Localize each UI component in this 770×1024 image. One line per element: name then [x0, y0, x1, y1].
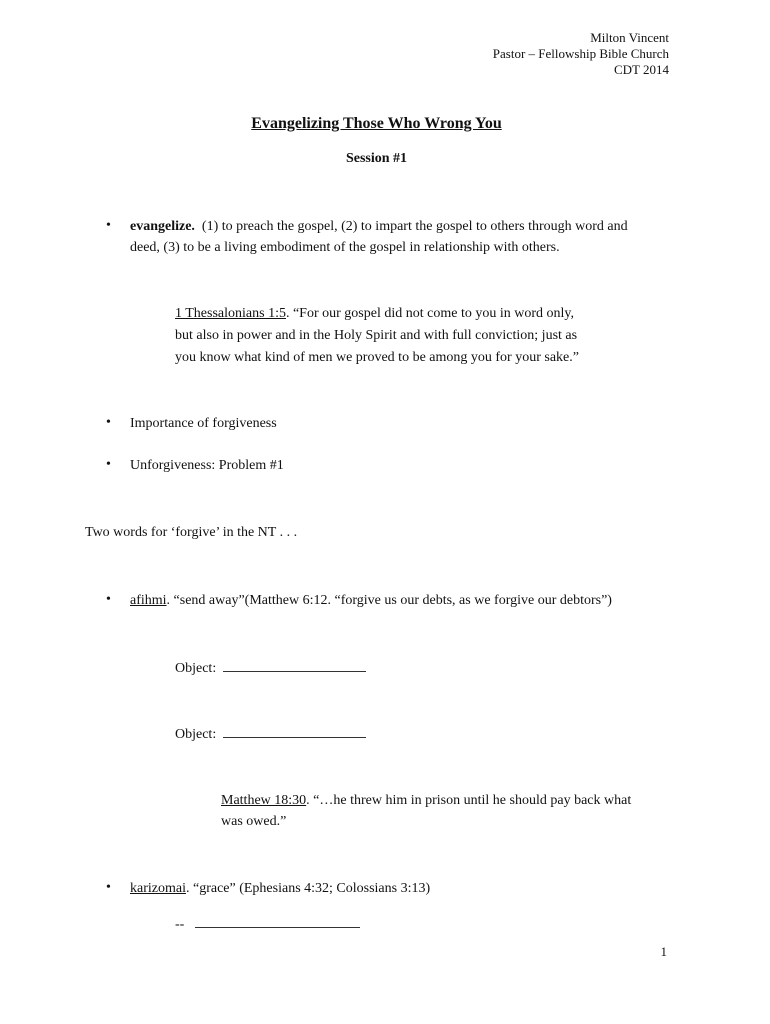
afihmi-text: . “send away”(Matthew 6:12. “forgive us our debts, as we forgive our debtors”): [166, 593, 612, 608]
thess-text-2: but also in power and in the Holy Spirit and with full conviction; just as: [175, 328, 578, 343]
matt-quote-line1: [221, 792, 631, 810]
evangelize-def-2: deed, (3) to be a living embodiment of the gospel in relationship with others.: [130, 240, 560, 255]
karizomai-item: [130, 880, 430, 898]
header-event: CDT 2014: [613, 62, 669, 77]
bullet-icon: •: [106, 592, 111, 607]
evangelize-def-1: (1) to preach the gospel, (2) to impart the gospel to others through word and: [201, 219, 628, 234]
object-line-1: [175, 659, 366, 678]
object-blank: [223, 725, 366, 738]
dash-blank: [195, 915, 360, 928]
thess-ref: 1 Thessalonians 1:5: [175, 306, 286, 321]
term-karizomai: karizomai: [130, 881, 186, 896]
two-words-heading: Two words for ‘forgive’ in the NT . . .: [85, 525, 298, 540]
importance-item: Importance of forgiveness: [130, 416, 277, 431]
matt-text-2: was owed.”: [221, 814, 287, 829]
term-afihmi: afihmi: [130, 593, 167, 608]
karizomai-text: . “grace” (Ephesians 4:32; Colossians 3:13): [185, 881, 431, 896]
object-line-2: [175, 725, 366, 744]
thess-text-1: . “For our gospel did not come to you in word only,: [285, 306, 574, 321]
bullet-icon: •: [106, 415, 111, 430]
dash-marker: --: [175, 917, 185, 932]
thess-text-3: you know what kind of men we proved to be among you for your sake.”: [175, 350, 579, 365]
matt-text-1: . “…he threw him in prison until he should pay back what: [306, 793, 632, 808]
object-label: Object:: [175, 727, 217, 742]
matt-ref: Matthew 18:30: [221, 793, 307, 808]
page-title: Evangelizing Those Who Wrong You: [251, 115, 502, 132]
dash-line: [175, 915, 360, 934]
evangelize-definition-line1: [130, 218, 628, 236]
term-evangelize: evangelize.: [130, 219, 195, 234]
header-role: Pastor – Fellowship Bible Church: [492, 46, 669, 61]
object-label: Object:: [175, 661, 217, 676]
page-number: 1: [660, 944, 667, 959]
thess-quote-line1: [175, 305, 574, 323]
session-subtitle: Session #1: [345, 151, 408, 166]
bullet-icon: •: [106, 880, 111, 895]
header-author: Milton Vincent: [590, 30, 669, 45]
bullet-icon: •: [106, 457, 111, 472]
object-blank: [223, 659, 366, 672]
afihmi-item: [130, 592, 612, 610]
bullet-icon: •: [106, 218, 111, 233]
unforgiveness-item: Unforgiveness: Problem #1: [130, 458, 284, 473]
